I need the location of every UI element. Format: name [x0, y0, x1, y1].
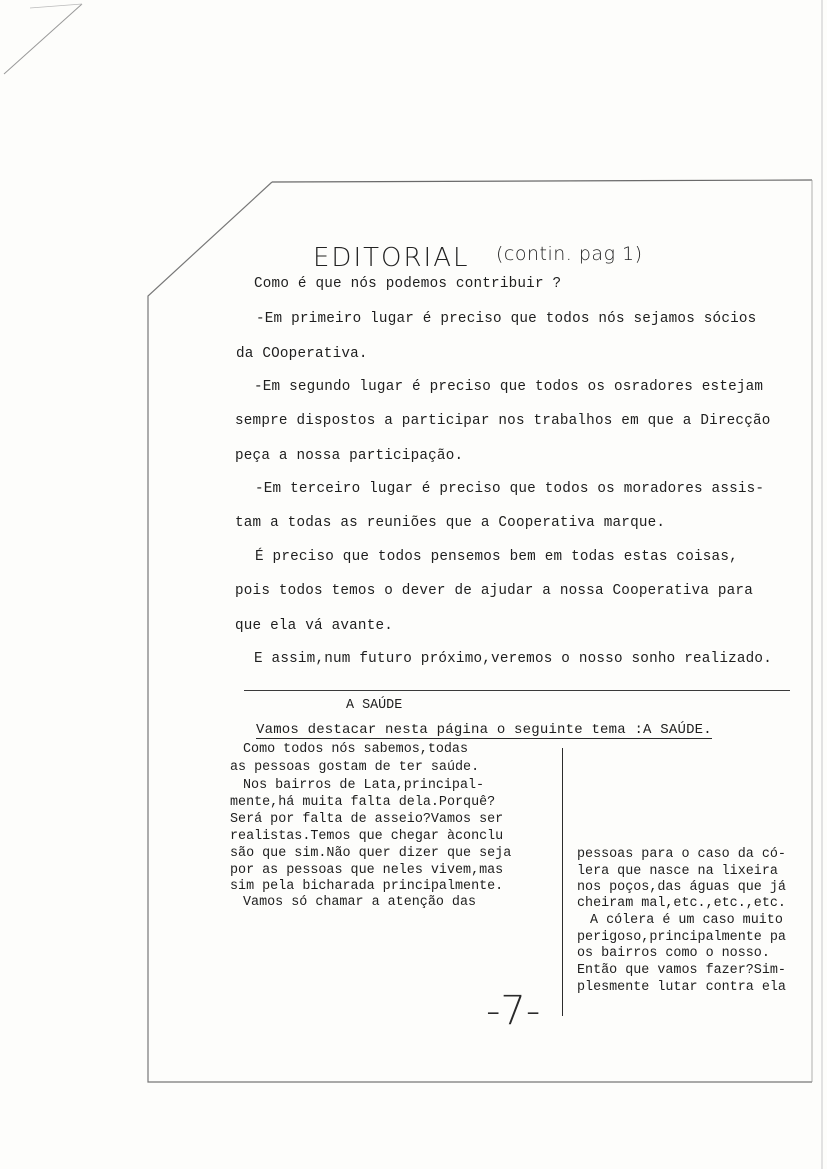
right-column-line: perigoso,principalmente pa	[577, 930, 786, 945]
editorial-line: sempre dispostos a participar nos trabalhos em que a Direcção	[235, 413, 771, 429]
editorial-line: E assim,num futuro próximo,veremos o nosso sonho realizado.	[254, 651, 772, 667]
right-column-line: nos poços,das águas que já	[577, 880, 786, 895]
left-column-line: as pessoas gostam de ter saúde.	[230, 760, 480, 775]
editorial-line: peça a nossa participação.	[235, 448, 464, 464]
left-column-line: realistas.Temos que chegar àconclu	[230, 829, 504, 844]
section-divider	[244, 690, 790, 691]
right-column-line: Então que vamos fazer?Sim-	[577, 963, 786, 978]
left-column-line: Vamos só chamar a atenção das	[243, 895, 477, 910]
right-column-line: plesmente lutar contra ela	[577, 980, 786, 995]
left-column-line: Nos bairros de Lata,principal-	[243, 778, 485, 793]
right-column-line: os bairros como o nosso.	[577, 946, 770, 961]
editorial-title: EDITORIAL	[313, 243, 470, 273]
right-column-line: cheiram mal,etc.,etc.,etc.	[577, 896, 786, 911]
section-heading: A SAÚDE	[346, 698, 403, 713]
left-column-line: são que sim.Não quer dizer que seja	[230, 846, 512, 861]
left-column-line: Como todos nós sabemos,todas	[243, 742, 468, 757]
right-column-line: A cólera é um caso muito	[590, 913, 783, 928]
editorial-line: -Em terceiro lugar é preciso que todos os moradores assis-	[255, 481, 765, 497]
editorial-line: que ela vá avante.	[235, 618, 394, 634]
page-number: -7-	[486, 988, 541, 1034]
editorial-line: É preciso que todos pensemos bem em todas estas coisas,	[255, 549, 738, 565]
left-column-line: sim pela bicharada principalmente.	[230, 879, 504, 894]
editorial-line: da COoperativa.	[236, 346, 368, 362]
right-column-line: lera que nasce na lixeira	[577, 864, 778, 879]
left-column-line: mente,há muita falta dela.Porquê?	[230, 795, 496, 810]
right-column-line: pessoas para o caso da có-	[577, 847, 786, 862]
continuation-note: (contin. pag 1)	[496, 243, 643, 265]
section-intro: Vamos destacar nesta página o seguinte tema :A SAÚDE.	[256, 722, 712, 738]
editorial-line: pois todos temos o dever de ajudar a nossa Cooperativa para	[235, 583, 753, 599]
column-divider	[562, 748, 563, 1016]
editorial-line: Como é que nós podemos contribuir ?	[254, 276, 562, 292]
editorial-line: -Em segundo lugar é preciso que todos os osradores estejam	[254, 379, 764, 395]
left-column-line: Será por falta de asseio?Vamos ser	[230, 812, 504, 827]
editorial-line: -Em primeiro lugar é preciso que todos nós sejamos sócios	[256, 311, 757, 327]
folded-corner	[0, 0, 90, 80]
left-column-line: por as pessoas que neles vivem,mas	[230, 863, 504, 878]
editorial-line: tam a todas as reuniões que a Cooperativa marque.	[235, 515, 666, 531]
